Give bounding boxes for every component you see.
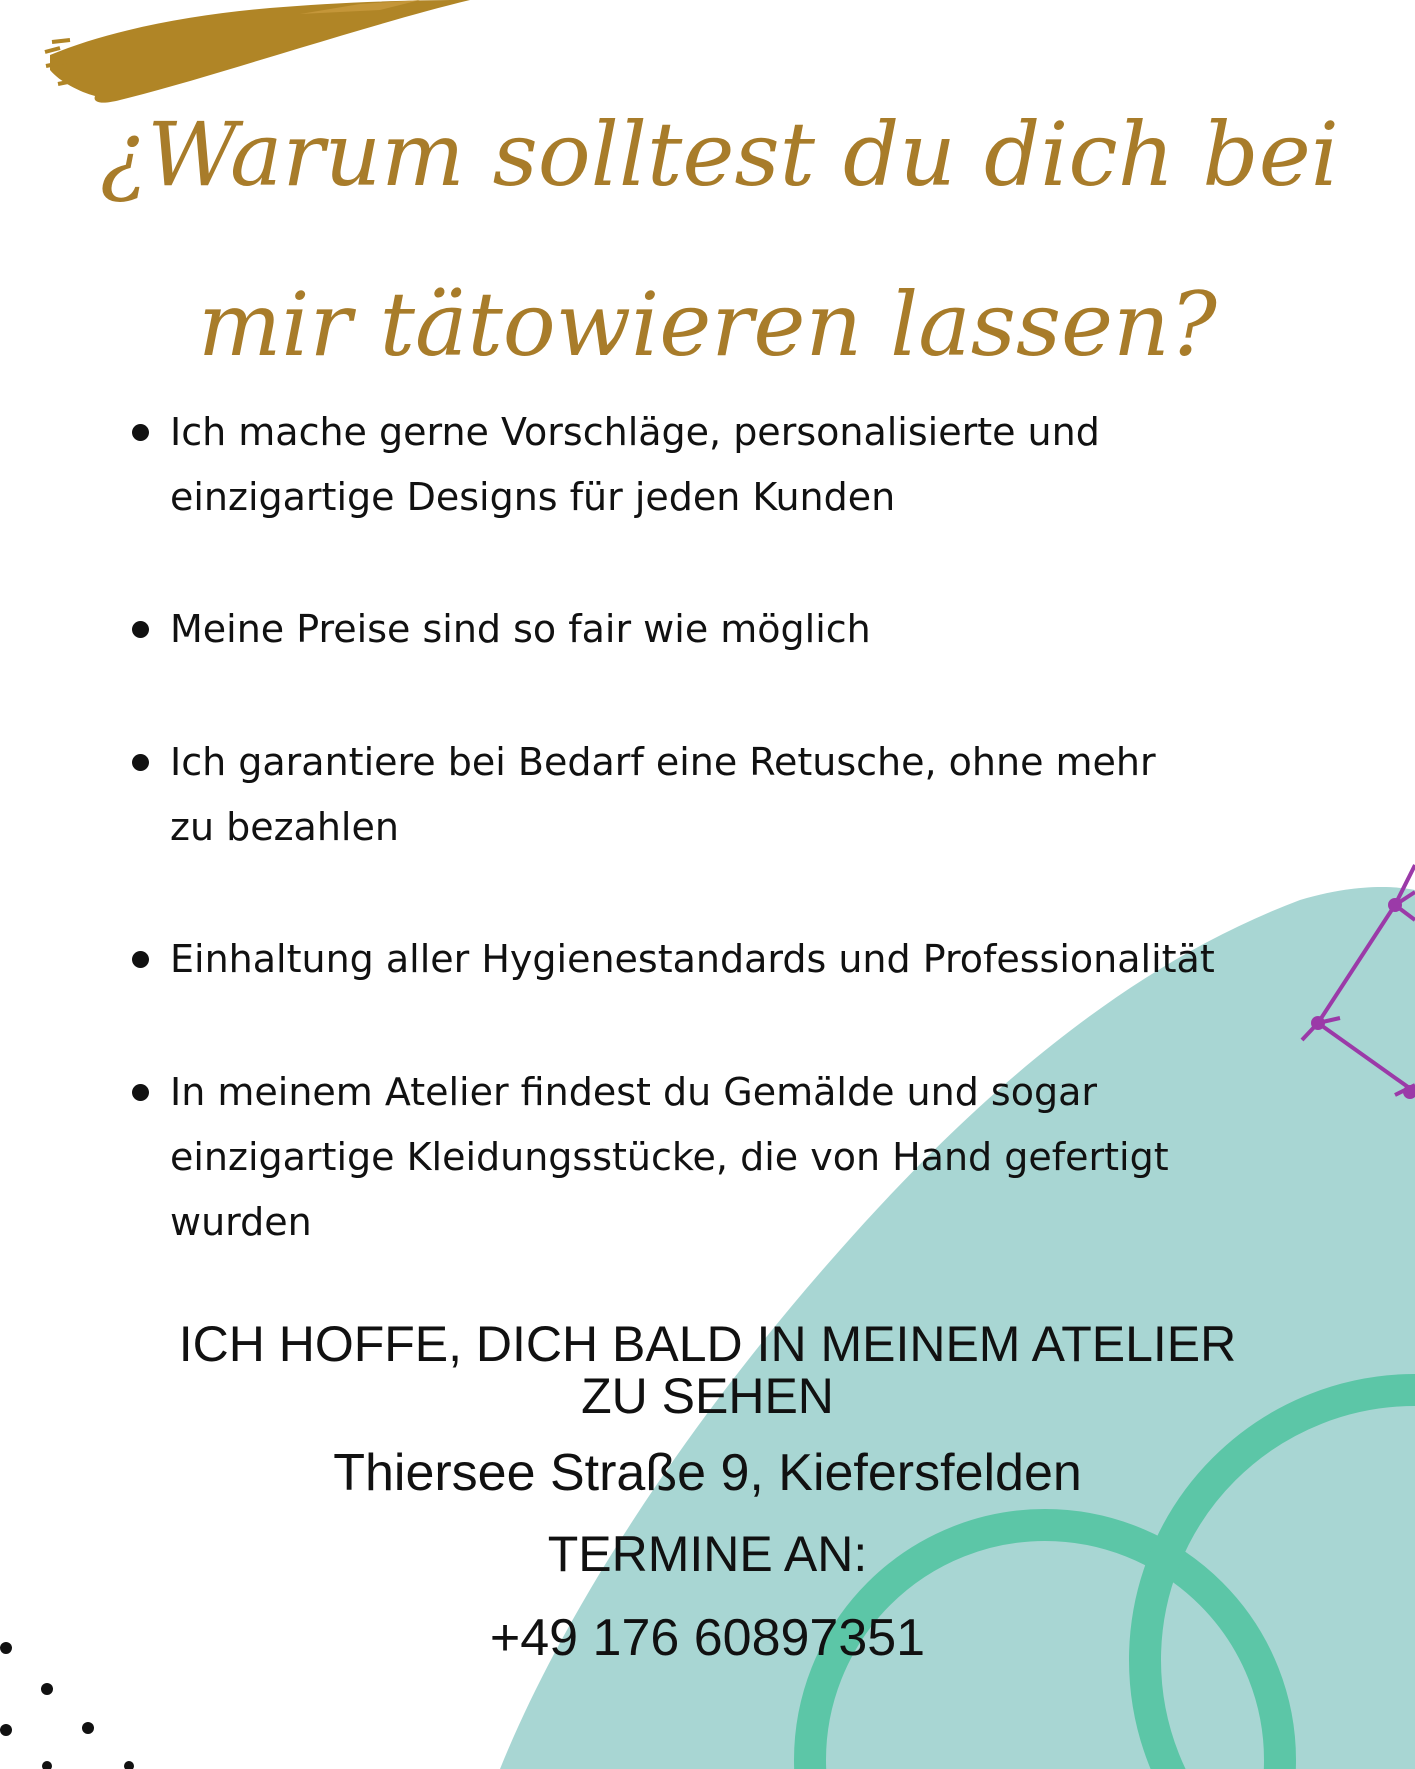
- title-line-2: mir tätowieren lassen?: [197, 273, 1217, 376]
- closing-message: ICH HOFFE, DICH BALD IN MEINEM ATELIER ZU SEHEN: [178, 1316, 1237, 1424]
- benefit-item: In meinem Atelier findest du Gemälde und sogar einzigartige Kleidungsstücke, die von Hand gefertigt wurden: [170, 1060, 1320, 1255]
- title-line-1: ¿Warum solltest du dich bei: [100, 103, 1339, 206]
- benefit-item: Meine Preise sind so fair wie möglich: [170, 597, 1320, 662]
- page-title: [100, 70, 1339, 410]
- benefit-item: Einhaltung aller Hygienestandards und Professionalität: [170, 927, 1320, 992]
- phone-number: +49 176 60897351: [489, 1609, 926, 1667]
- benefit-item: Ich garantiere bei Bedarf eine Retusche, ohne mehr zu bezahlen: [170, 730, 1320, 860]
- address: Thiersee Straße 9, Kiefersfelden: [333, 1444, 1082, 1502]
- benefit-item: Ich mache gerne Vorschläge, personalisierte und einzigartige Designs für jeden Kunden: [170, 400, 1320, 530]
- appointments-label: TERMINE AN:: [547, 1526, 868, 1582]
